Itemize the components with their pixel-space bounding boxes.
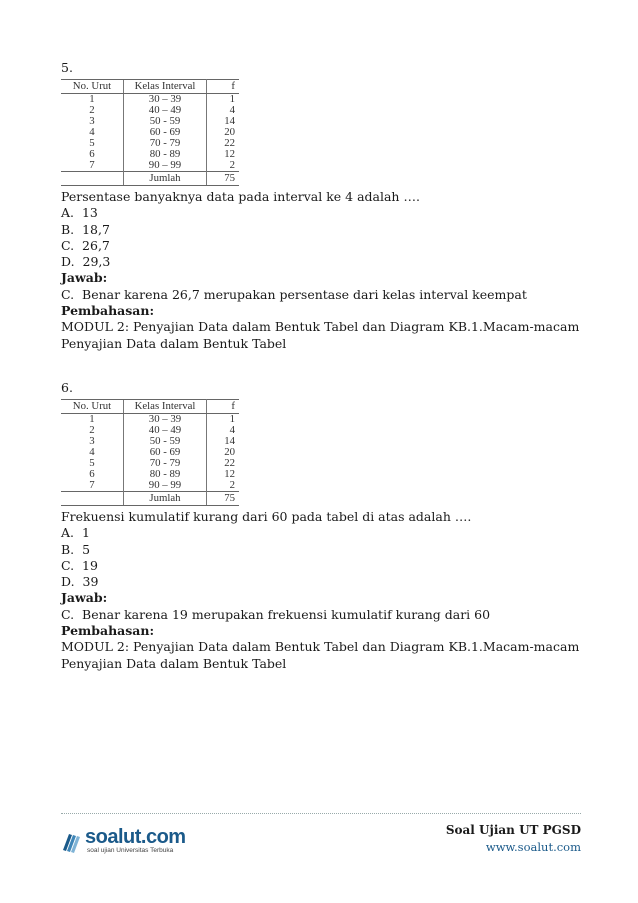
- cell-f: 1: [229, 93, 235, 105]
- table-total-row: [61, 492, 239, 506]
- total-value: 75: [207, 492, 240, 506]
- frequency-table: [61, 399, 239, 506]
- question-6: [61, 380, 584, 672]
- question-number: 5.: [61, 60, 73, 75]
- option-a: A. 1: [61, 525, 90, 541]
- cell-f: 2: [229, 159, 235, 171]
- cell-interval: 50 - 59: [124, 436, 207, 447]
- cell-f: 12: [224, 148, 235, 160]
- cell-f: 12: [224, 468, 235, 480]
- option-b: B. 5: [61, 541, 91, 557]
- cell-interval: 30 – 39: [124, 94, 207, 106]
- cell-interval: 80 - 89: [124, 149, 207, 160]
- cell-interval: 70 - 79: [124, 458, 207, 469]
- cell-no: 3: [89, 115, 95, 127]
- total-label: Jumlah: [124, 492, 207, 506]
- table-row: [61, 480, 239, 492]
- option-a: A. 13: [61, 205, 98, 221]
- footer-url-link[interactable]: www.soalut.com: [485, 840, 581, 854]
- cell-f: 1: [229, 413, 235, 425]
- col-header-no: No. Urut: [61, 80, 124, 94]
- discussion-text: MODUL 2: Penyajian Data dalam Bentuk Tabel dan Diagram KB.1.Macam-macam Penyajian Data dalam Bentuk Tabel: [61, 639, 584, 671]
- cell-f: 4: [229, 424, 235, 436]
- col-header-interval: Kelas Interval: [124, 400, 207, 414]
- cell-f: 22: [224, 457, 235, 469]
- cell-no: 2: [89, 424, 95, 436]
- cell-f: 4: [229, 104, 235, 116]
- cell-no: 4: [89, 446, 95, 458]
- logo-wordmark: soalut.com: [85, 826, 186, 848]
- cell-no: 4: [89, 126, 95, 138]
- cell-f: 14: [224, 435, 235, 447]
- question-5: [61, 60, 584, 352]
- cell-f: 22: [224, 137, 235, 149]
- answer-text: C. Benar karena 19 merupakan frekuensi kumulatif kurang dari 60: [61, 606, 491, 622]
- question-text: Frekuensi kumulatif kurang dari 60 pada tabel di atas adalah ….: [61, 509, 472, 524]
- book-stack-icon: [61, 828, 83, 854]
- table-header-row: [61, 400, 239, 414]
- option-b: B. 18,7: [61, 221, 110, 237]
- footer-title: Soal Ujian UT PGSD: [445, 823, 581, 837]
- table-total-row: [61, 172, 239, 186]
- cell-no: 2: [89, 104, 95, 116]
- total-value: 75: [207, 172, 240, 186]
- answer-text: C. Benar karena 26,7 merupakan persentase dari kelas interval keempat: [61, 286, 527, 302]
- cell-no: 7: [89, 159, 95, 171]
- discussion-label: Pembahasan:: [61, 303, 155, 319]
- total-label: Jumlah: [124, 172, 207, 186]
- option-d: D. 39: [61, 574, 99, 590]
- cell-interval: 90 – 99: [124, 160, 207, 172]
- question-number: 6.: [61, 380, 73, 395]
- cell-no: 5: [89, 457, 95, 469]
- cell-interval: 60 - 69: [124, 447, 207, 458]
- cell-f: 20: [224, 126, 235, 138]
- table-row: [61, 160, 239, 172]
- option-d: D. 29,3: [61, 254, 111, 270]
- question-text: Persentase banyaknya data pada interval ke 4 adalah ….: [61, 189, 420, 204]
- option-c: C. 19: [61, 557, 98, 573]
- cell-interval: 80 - 89: [124, 469, 207, 480]
- cell-interval: 50 - 59: [124, 116, 207, 127]
- option-c: C. 26,7: [61, 237, 110, 253]
- cell-f: 2: [229, 479, 235, 491]
- cell-interval: 60 - 69: [124, 127, 207, 138]
- discussion-text: MODUL 2: Penyajian Data dalam Bentuk Tabel dan Diagram KB.1.Macam-macam Penyajian Data dalam Bentuk Tabel: [61, 319, 584, 351]
- cell-no: 5: [89, 137, 95, 149]
- cell-interval: 70 - 79: [124, 138, 207, 149]
- cell-interval: 40 – 49: [124, 425, 207, 436]
- cell-no: 6: [89, 148, 95, 160]
- cell-no: 1: [89, 413, 95, 425]
- frequency-table: [61, 79, 239, 186]
- answer-label: Jawab:: [61, 590, 108, 606]
- cell-f: 14: [224, 115, 235, 127]
- col-header-interval: Kelas Interval: [124, 80, 207, 94]
- cell-no: 7: [89, 479, 95, 491]
- cell-f: 20: [224, 446, 235, 458]
- logo-tagline: soal ujian Universitas Terbuka: [87, 847, 174, 854]
- col-header-f: f: [207, 400, 240, 414]
- col-header-no: No. Urut: [61, 400, 124, 414]
- col-header-f: f: [207, 80, 240, 94]
- cell-no: 1: [89, 93, 95, 105]
- discussion-label: Pembahasan:: [61, 623, 155, 639]
- footer-divider: [61, 813, 581, 814]
- cell-interval: 90 – 99: [124, 480, 207, 492]
- cell-no: 3: [89, 435, 95, 447]
- answer-label: Jawab:: [61, 270, 108, 286]
- soalut-logo: [61, 826, 201, 856]
- table-header-row: [61, 80, 239, 94]
- cell-no: 6: [89, 468, 95, 480]
- cell-interval: 40 – 49: [124, 105, 207, 116]
- cell-interval: 30 – 39: [124, 414, 207, 426]
